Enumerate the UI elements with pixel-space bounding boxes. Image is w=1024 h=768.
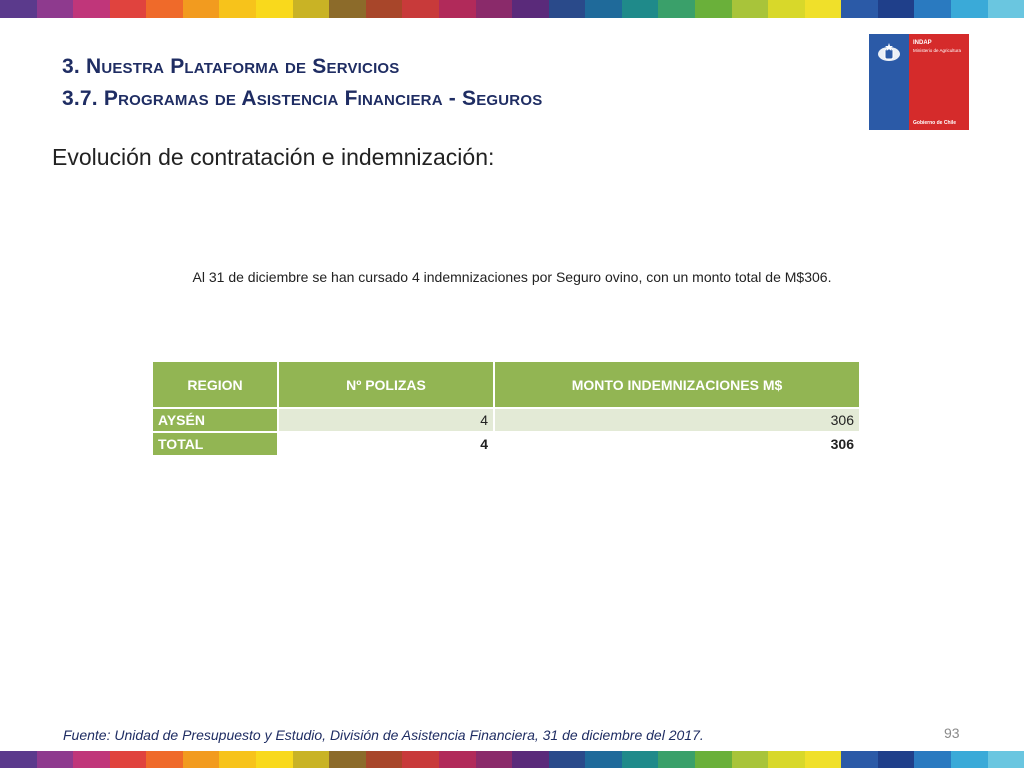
stripe-segment xyxy=(622,751,659,768)
stripe-segment xyxy=(439,0,476,18)
top-color-stripe xyxy=(0,0,1024,18)
stripe-segment xyxy=(512,751,549,768)
stripe-segment xyxy=(183,0,220,18)
stripe-segment xyxy=(329,0,366,18)
stripe-segment xyxy=(402,751,439,768)
stripe-segment xyxy=(366,0,403,18)
stripe-segment xyxy=(219,751,256,768)
stripe-segment xyxy=(841,751,878,768)
stripe-segment xyxy=(146,0,183,18)
stripe-segment xyxy=(110,0,147,18)
stripe-segment xyxy=(37,0,74,18)
section-heading: 3. Nuestra Plataforma de Servicios xyxy=(62,55,400,78)
stripe-segment xyxy=(988,0,1024,18)
stripe-segment xyxy=(732,751,769,768)
stripe-segment xyxy=(329,751,366,768)
stripe-segment xyxy=(293,751,330,768)
stripe-segment xyxy=(256,751,293,768)
slide-subtitle: Evolución de contratación e indemnización: xyxy=(52,144,495,170)
stripe-segment xyxy=(37,751,74,768)
stripe-segment xyxy=(256,0,293,18)
table-row xyxy=(153,409,859,431)
stripe-segment xyxy=(658,751,695,768)
indap-logo xyxy=(869,34,969,130)
bottom-color-stripe xyxy=(0,751,1024,768)
polizas-cell: 4 xyxy=(279,409,493,431)
stripe-segment xyxy=(146,751,183,768)
stripe-segment xyxy=(951,751,988,768)
stripe-segment xyxy=(512,0,549,18)
stripe-segment xyxy=(732,0,769,18)
logo-red-panel xyxy=(909,34,969,130)
logo-government: Gobierno de Chile xyxy=(913,120,957,126)
stripe-segment xyxy=(73,0,110,18)
page-number: 93 xyxy=(944,725,960,741)
region-cell: AYSÉN xyxy=(153,409,277,431)
chile-coat-of-arms-icon xyxy=(875,40,903,66)
stripe-segment xyxy=(0,751,37,768)
stripe-segment xyxy=(695,751,732,768)
total-label-cell: TOTAL xyxy=(153,433,277,455)
stripe-segment xyxy=(805,751,842,768)
total-monto-cell: 306 xyxy=(495,433,859,455)
logo-name: INDAP xyxy=(913,40,932,46)
table-total-row xyxy=(153,433,859,455)
column-header-monto: MONTO INDEMNIZACIONES M$ xyxy=(495,362,859,407)
stripe-segment xyxy=(549,0,586,18)
stripe-segment xyxy=(110,751,147,768)
summary-note: Al 31 de diciembre se han cursado 4 indemnizaciones por Seguro ovino, con un monto total de M$306. xyxy=(192,269,832,285)
stripe-segment xyxy=(988,751,1024,768)
stripe-segment xyxy=(366,751,403,768)
stripe-segment xyxy=(658,0,695,18)
stripe-segment xyxy=(805,0,842,18)
subsection-heading: 3.7. Programas de Asistencia Financiera - Seguros xyxy=(62,87,543,110)
stripe-segment xyxy=(439,751,476,768)
stripe-segment xyxy=(73,751,110,768)
logo-blue-panel xyxy=(869,34,909,130)
stripe-segment xyxy=(402,0,439,18)
stripe-segment xyxy=(878,0,915,18)
stripe-segment xyxy=(476,751,513,768)
stripe-segment xyxy=(549,751,586,768)
logo-ministry: Ministerio de Agricultura xyxy=(913,48,962,53)
source-footnote: Fuente: Unidad de Presupuesto y Estudio, División de Asistencia Financiera, 31 de diciembre del 2017. xyxy=(63,727,704,743)
table-header-row xyxy=(153,362,859,407)
stripe-segment xyxy=(695,0,732,18)
insurance-table xyxy=(151,360,861,457)
stripe-segment xyxy=(293,0,330,18)
stripe-segment xyxy=(585,751,622,768)
stripe-segment xyxy=(183,751,220,768)
stripe-segment xyxy=(914,751,951,768)
column-header-polizas: Nº POLIZAS xyxy=(279,362,493,407)
stripe-segment xyxy=(841,0,878,18)
stripe-segment xyxy=(622,0,659,18)
stripe-segment xyxy=(951,0,988,18)
stripe-segment xyxy=(476,0,513,18)
stripe-segment xyxy=(768,0,805,18)
stripe-segment xyxy=(585,0,622,18)
column-header-region: REGION xyxy=(153,362,277,407)
stripe-segment xyxy=(0,0,37,18)
stripe-segment xyxy=(219,0,256,18)
stripe-segment xyxy=(768,751,805,768)
total-polizas-cell: 4 xyxy=(279,433,493,455)
stripe-segment xyxy=(878,751,915,768)
monto-cell: 306 xyxy=(495,409,859,431)
stripe-segment xyxy=(914,0,951,18)
